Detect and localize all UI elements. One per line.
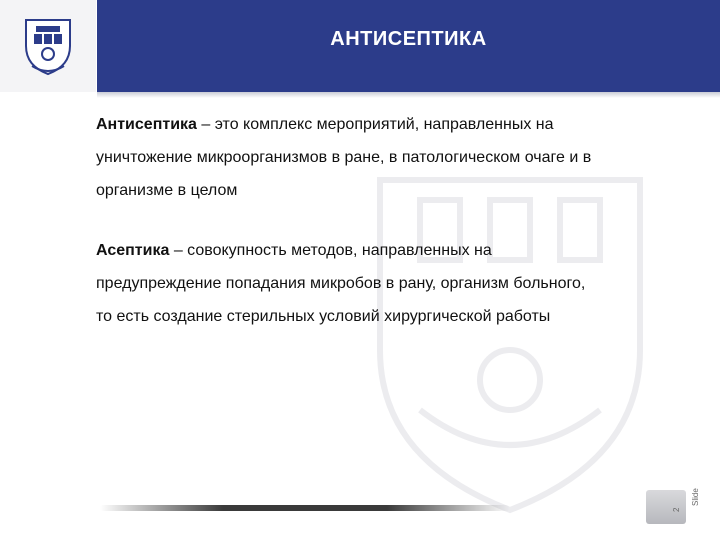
page-title: АНТИСЕПТИКА [330,28,487,50]
slide-number: 2 [672,507,681,512]
definition-line: предупреждение попадания микробов в рану, организм больного, [96,275,586,292]
footer-divider [100,505,510,511]
definition-antiseptics [96,108,676,207]
term-asepsis: Асептика [96,242,170,259]
main-content [96,108,676,360]
definition-asepsis [96,234,676,333]
university-crest-icon [22,16,74,76]
definition-line: – совокупность методов, направленных на [169,242,492,259]
header-bar [97,0,720,92]
term-antiseptics: Антисептика [96,116,197,133]
logo-panel [0,0,96,92]
header-shadow [97,92,720,98]
definition-line: – это комплекс мероприятий, направленных на [196,116,554,133]
definition-line: то есть создание стерильных условий хирургической работы [96,308,551,325]
slide-label: Slide [691,488,700,506]
definition-line: организме в целом [96,182,238,199]
definition-line: уничтожение микроорганизмов в ране, в патологическом очаге и в [96,149,592,166]
